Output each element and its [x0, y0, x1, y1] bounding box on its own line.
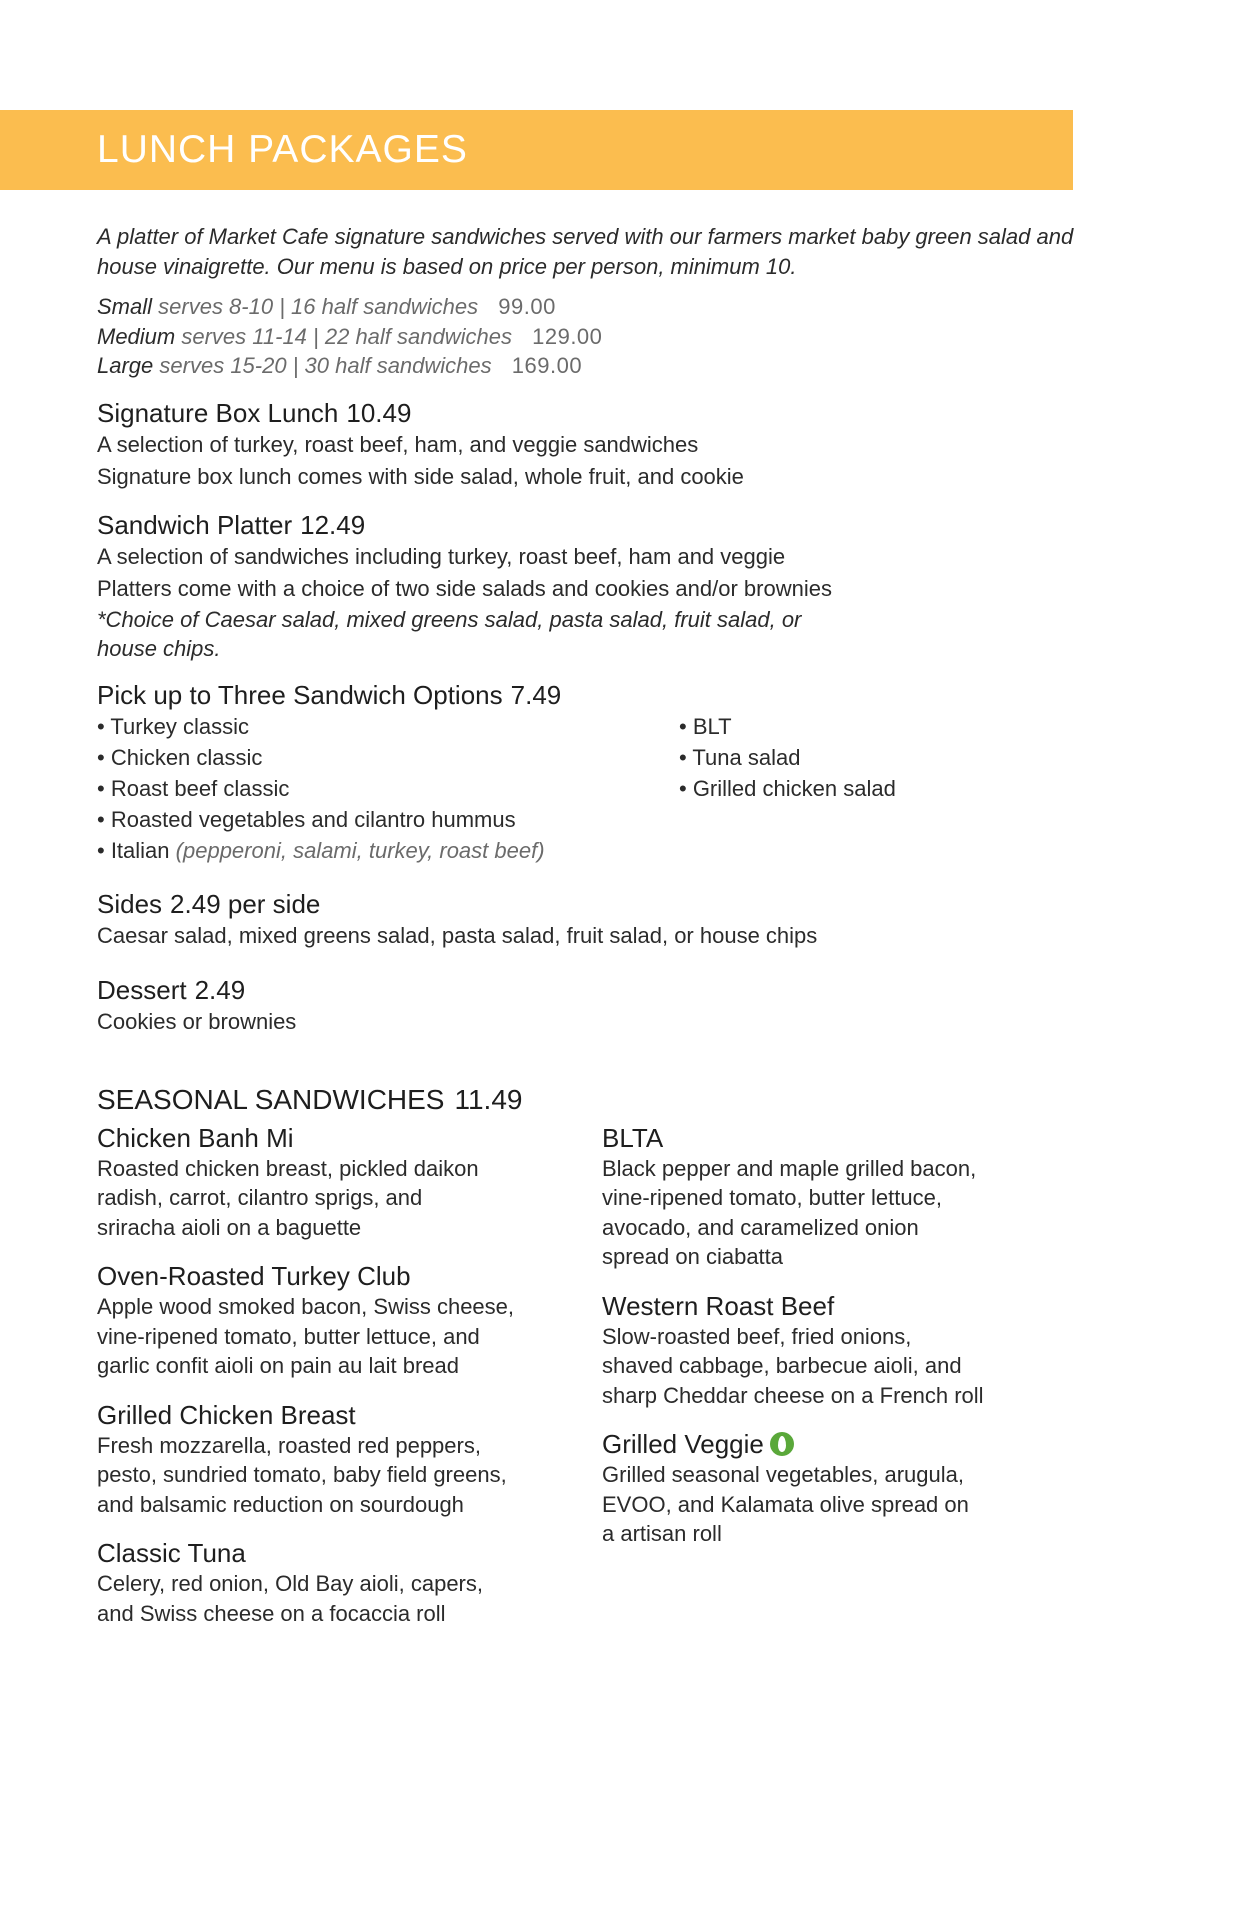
description-line: shaved cabbage, barbecue aioli, and: [602, 1353, 962, 1378]
description-line: Signature box lunch comes with side salad, whole fruit, and cookie: [97, 463, 744, 489]
option-label: • Chicken classic: [97, 744, 263, 770]
sandwich-item: [602, 1122, 1082, 1272]
list-item: [97, 711, 679, 742]
list-item: • Tuna salad: [679, 744, 801, 770]
option-label: • Roast beef classic: [97, 775, 290, 801]
sandwich-name: Western Roast Beef: [602, 1290, 835, 1321]
description-line: A selection of turkey, roast beef, ham, and veggie sandwiches: [97, 431, 699, 457]
description-line: avocado, and caramelized onion: [602, 1214, 919, 1240]
pick-three-section: [97, 679, 1087, 866]
description-line: radish, carrot, cilantro sprigs, and: [97, 1185, 423, 1210]
section-title: [97, 679, 1087, 711]
sandwich-item: [97, 1260, 602, 1381]
size-name: Large: [97, 353, 154, 378]
sandwich-platter-section: [97, 509, 1087, 663]
section-title: [97, 888, 1087, 920]
options-left: [97, 711, 679, 866]
menu-content: [97, 222, 1087, 1646]
note-line: house chips.: [97, 635, 221, 661]
sandwich-name: Oven-Roasted Turkey Club: [97, 1261, 411, 1291]
sandwich-item: [97, 1537, 602, 1628]
item-price: 2.49: [194, 974, 246, 1005]
option-label: • Italian: [97, 837, 170, 863]
list-item: [97, 835, 679, 866]
size-serves: serves 8-10 | 16 half sandwiches: [158, 294, 479, 319]
list-item: [97, 773, 679, 804]
item-name: Pick up to Three Sandwich Options: [97, 679, 503, 710]
sandwich-name: Grilled Veggie: [602, 1429, 764, 1459]
platter-sizes: [97, 292, 1087, 381]
size-price: 99.00: [498, 294, 556, 319]
description-line: Apple wood smoked bacon, Swiss cheese,: [97, 1294, 515, 1319]
sandwich-item: [97, 1122, 602, 1243]
page-title: LUNCH PACKAGES: [97, 128, 468, 171]
list-item: • BLT: [679, 713, 732, 739]
item-price: 10.49: [346, 397, 412, 428]
description-line: pesto, sundried tomato, baby field greens,: [97, 1462, 507, 1487]
description-line: vine-ripened tomato, butter lettuce, and: [97, 1323, 480, 1349]
size-serves: serves 11-14 | 22 half sandwiches: [181, 323, 512, 349]
section-title: SEASONAL SANDWICHES: [97, 1083, 445, 1115]
description-line: Cookies or brownies: [97, 1008, 297, 1034]
options-right: [679, 711, 979, 866]
seasonal-sandwiches: [97, 1122, 1087, 1647]
sandwich-name: Chicken Banh Mi: [97, 1122, 294, 1153]
description-line: Platters come with a choice of two side salads and cookies and/or brownies: [97, 575, 832, 601]
size-row: [97, 351, 1087, 381]
size-row: [97, 292, 1087, 322]
item-price: 12.49: [300, 509, 366, 540]
size-price: 169.00: [511, 353, 583, 378]
description-line: spread on ciabatta: [602, 1244, 784, 1269]
description-line: sriracha aioli on a baguette: [97, 1214, 362, 1240]
section-title: [97, 397, 1087, 429]
description-line: sharp Cheddar cheese on a French roll: [602, 1382, 984, 1408]
description-line: Roasted chicken breast, pickled daikon: [97, 1155, 479, 1181]
description-line: EVOO, and Kalamata olive spread on: [602, 1491, 969, 1517]
description-line: Slow-roasted beef, fried onions,: [602, 1323, 912, 1349]
signature-box-section: [97, 397, 1087, 493]
sandwich-name-row: [602, 1428, 1082, 1460]
item-price: 2.49 per side: [170, 888, 321, 919]
size-row: [97, 322, 1087, 352]
sandwich-options: [97, 711, 1087, 866]
sandwich-name: BLTA: [602, 1122, 664, 1153]
description-line: and Swiss cheese on a focaccia roll: [97, 1600, 446, 1626]
seasonal-right-column: [602, 1122, 1082, 1647]
sandwich-name: Grilled Chicken Breast: [97, 1399, 356, 1430]
size-serves: serves 15-20 | 30 half sandwiches: [159, 353, 492, 378]
sandwich-item: [602, 1428, 1082, 1549]
item-name: Dessert: [97, 974, 187, 1005]
section-title: [97, 509, 1087, 541]
size-price: 129.00: [532, 323, 603, 349]
list-item: • Grilled chicken salad: [679, 775, 896, 801]
item-name: Sides: [97, 888, 163, 919]
header-banner: [0, 110, 1073, 190]
section-title: [97, 974, 1087, 1006]
intro-text: A platter of Market Cafe signature sandwiches served with our farmers market baby green salad and house vinaigrette. Our menu is based on price per person, minimum 10.: [97, 224, 1074, 279]
option-label: • Roasted vegetables and cilantro hummus: [97, 806, 516, 832]
description-line: Fresh mozzarella, roasted red peppers,: [97, 1432, 481, 1458]
description-line: vine-ripened tomato, butter lettuce,: [602, 1185, 942, 1210]
sandwich-item: [602, 1290, 1082, 1411]
list-item: [97, 742, 679, 773]
note-line: *Choice of Caesar salad, mixed greens salad, pasta salad, fruit salad, or: [97, 606, 802, 632]
description-line: A selection of sandwiches including turkey, roast beef, ham and veggie: [97, 543, 786, 569]
item-name: Signature Box Lunch: [97, 397, 339, 428]
description-line: Grilled seasonal vegetables, arugula,: [602, 1462, 965, 1487]
seasonal-left-column: [97, 1122, 602, 1647]
sides-section: [97, 888, 1087, 952]
vegetarian-leaf-icon: [770, 1432, 794, 1456]
description-line: garlic confit aioli on pain au lait bread: [97, 1353, 460, 1378]
item-price: 7.49: [510, 679, 562, 710]
sandwich-name: Classic Tuna: [97, 1538, 246, 1568]
size-name: Small: [97, 294, 153, 319]
description-line: Black pepper and maple grilled bacon,: [602, 1155, 977, 1181]
sandwich-item: [97, 1399, 602, 1520]
description-line: Caesar salad, mixed greens salad, pasta salad, fruit salad, or house chips: [97, 922, 818, 948]
size-name: Medium: [97, 323, 176, 349]
option-note: (pepperoni, salami, turkey, roast beef): [175, 837, 545, 863]
section-price: 11.49: [454, 1083, 523, 1115]
list-item: [97, 804, 679, 835]
description-line: a artisan roll: [602, 1521, 722, 1546]
seasonal-heading: [97, 1082, 1087, 1118]
item-name: Sandwich Platter: [97, 509, 293, 540]
option-label: • Turkey classic: [97, 713, 249, 739]
description-line: and balsamic reduction on sourdough: [97, 1491, 464, 1517]
description-line: Celery, red onion, Old Bay aioli, capers,: [97, 1571, 483, 1596]
dessert-section: [97, 974, 1087, 1038]
